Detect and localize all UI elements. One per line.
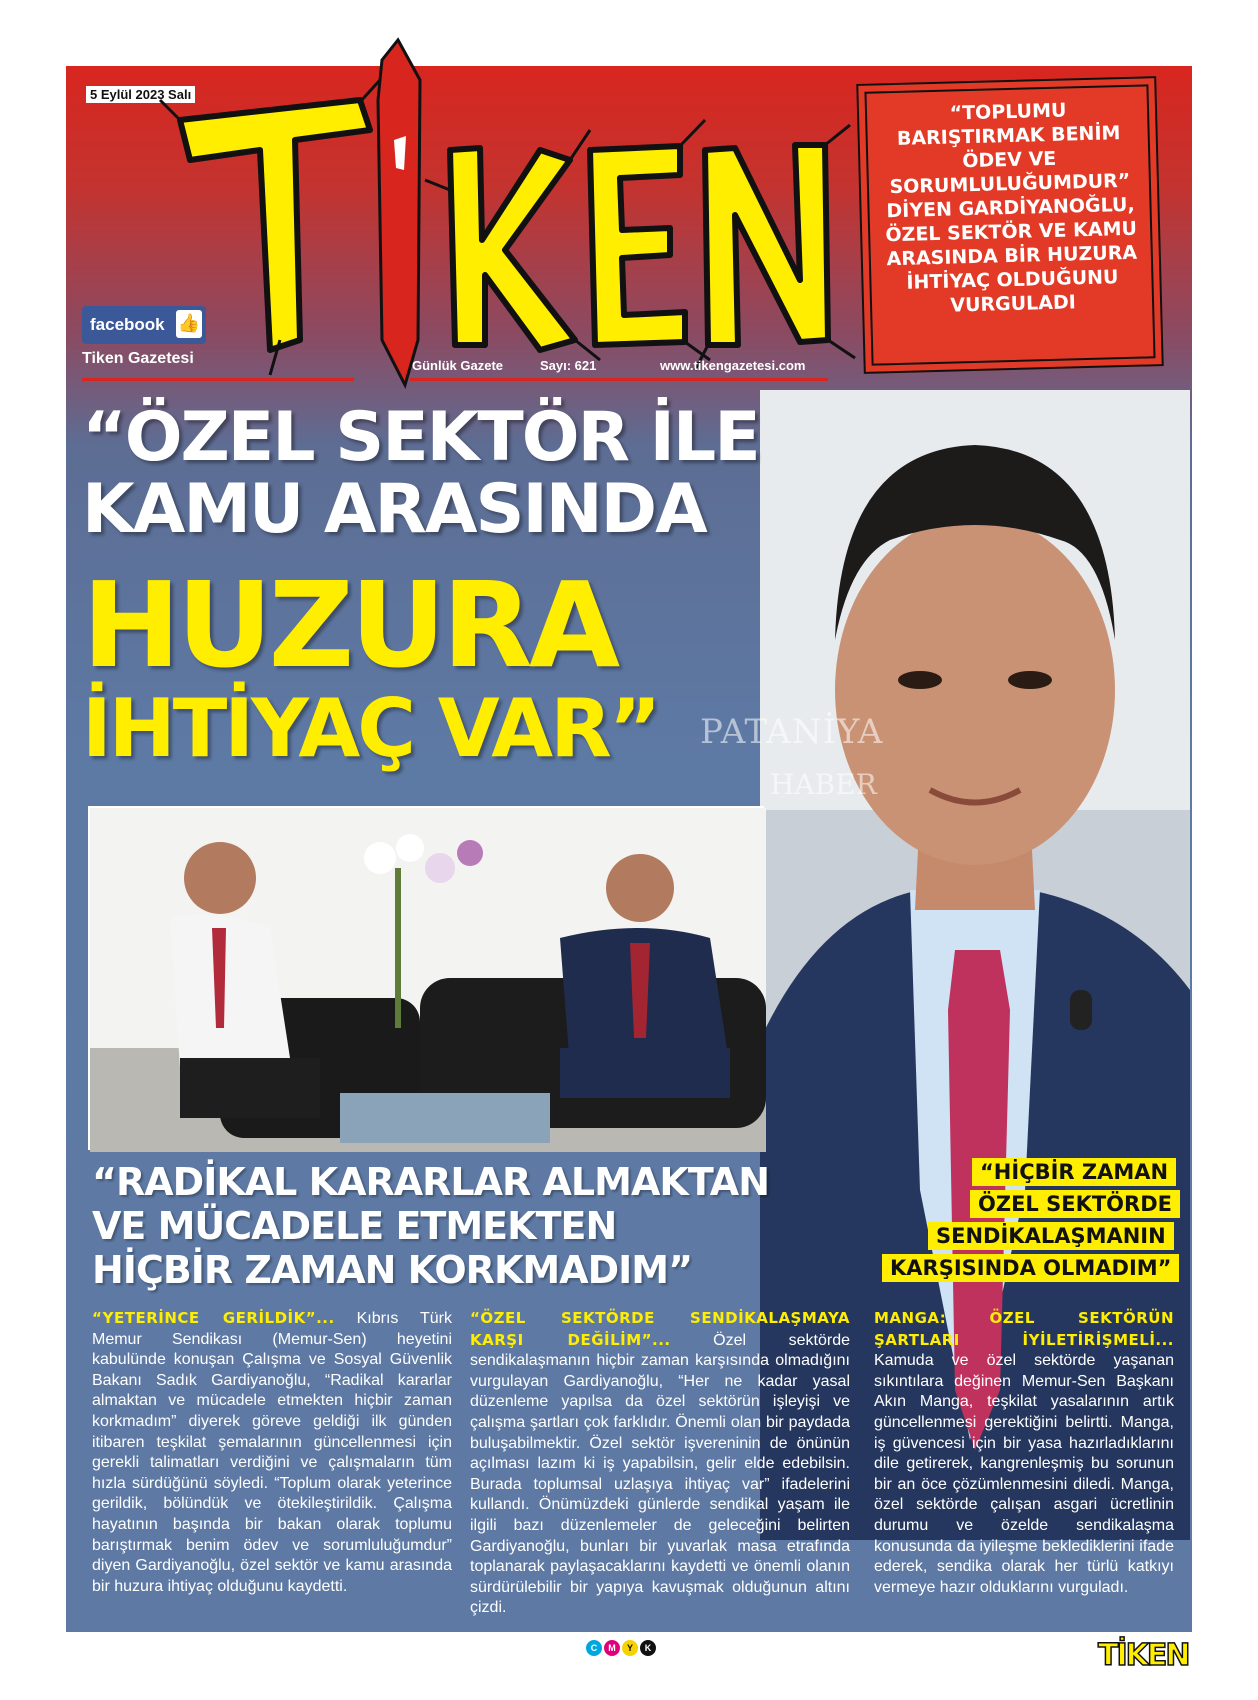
column-3-body: Kamuda ve özel sektörde yaşanan sıkıntılara değinen Memur-Sen Başkanı Akın Manga, teşkilat yasalarının artık güncellenmesi gerektiğini belirtti. Manga, iş güvencesi için bir yasa hazırladıklarını dile getirerek, kangrenleşmiş bu sorunun bir an öce çözümlenmesini diledi. Manga, özel sektörde çalışan asgari ücretlinin durumu ve özelde sendikalaşma konusunda da iyileşme beklediklerini ifade ederek, sendika olarak her türlü katkıyı vermeye hazır olduklarını vurguladı. — [874, 1352, 1174, 1596]
headline-line-2: KAMU ARASINDA — [82, 470, 706, 549]
article-column-1 — [92, 1308, 452, 1597]
side-quote-line-2: ÖZEL SEKTÖRDE — [970, 1190, 1180, 1218]
cmyk-k: K — [640, 1640, 656, 1656]
side-quote-line-3: SENDİKALAŞMANIN — [928, 1222, 1174, 1250]
column-1-body: Kıbrıs Türk Memur Sendikası (Memur-Sen) heyetini kabulünde konuşan Çalışma ve Sosyal Güvenlik Bakanı Sadık Gardiyanoğlu, “Radikal kararlar almaktan ve mücadele etmekten hiçbir zaman korkmadım” diyerek göreve geldiği ilk günden itibaren teşkilat şemalarının güncellenmesi için gerekli talimatları verdiğini ve çalışmaların tüm hızla sürdüğünü söyledi. “Toplum olarak yeterince gerildik, bölündük ve ötekileştirildik. Çalışma hayatının başında bir bakan olarak toplumu barıştırmak benim ödev ve sorumluluğumdur” diyen Gardiyanoğlu, özel sektör ve kamu arasında bir huzura ihtiyaç olduğunu kaydetti. — [92, 1310, 452, 1595]
cmyk-y: Y — [622, 1640, 638, 1656]
issue-date: 5 Eylül 2023 Salı — [86, 86, 195, 103]
article-column-2 — [470, 1308, 850, 1619]
side-quote-line-4: KARŞISINDA OLMADIM” — [882, 1254, 1179, 1282]
side-quote-line-1: “HİÇBİR ZAMAN — [972, 1158, 1176, 1186]
logo-text: TİKEN — [120, 25, 168, 44]
headline-line-1: “ÖZEL SEKTÖR İLE — [82, 398, 759, 477]
thumbs-up-icon: 👍 — [176, 310, 202, 338]
column-1-lead: “YETERİNCE GERİLDİK”... — [92, 1309, 335, 1327]
watermark-line-1: PATANİYA — [700, 712, 884, 752]
cmyk-marks — [586, 1640, 656, 1656]
subheadline-line-3: HİÇBİR ZAMAN KORKMADIM” — [92, 1248, 693, 1292]
paper-type: Günlük Gazete — [412, 358, 504, 373]
masthead-rule-left — [82, 378, 354, 381]
column-2-body: Özel sektörde sendikalaşmanın hiçbir zaman karşısında olmadığını vurgulayan Gardiyanoğlu, “Her ne kadar yasal düzenleme yapılsa da özel sektörün işleyişi ve çalışma şartları çok farklıdır. Önemli olan bir paydada buluşabilmektir. Özel sektör işvereninin de önünün açılması lazım ki iş yapabilsin, gelir elde edebilsin. Burada toplumsal uzlaşıya ihtiyaç var” ifadelerini kullandı. Önümüzdeki günlerde sendikal yaşam ile ilgili bazı düzenlemeler de geleceğini belirten Gardiyanoğlu, bunları bir yuvarlak masa etrafında toplanarak paylaşacaklarını kaydetti ve önemli olanın sürdürülebilir bir yapıya kavuşmak olduğunun altını çizdi. — [470, 1331, 851, 1617]
top-quote-box — [856, 76, 1163, 374]
masthead-rule-right — [410, 378, 828, 381]
article-column-3 — [874, 1308, 1174, 1598]
masthead-logo — [120, 25, 880, 390]
column-2-lead: “ÖZEL SEKTÖRDE SENDİKALAŞMAYA KARŞI DEĞİLİM”... — [470, 1309, 850, 1349]
cmyk-c: C — [586, 1640, 602, 1656]
watermark-line-2: HABER — [770, 768, 877, 801]
meeting-photo — [88, 806, 764, 1150]
logo-graphic — [120, 25, 880, 390]
top-quote-text: “TOPLUMU BARIŞTIRMAK BENİM ÖDEV VE SORUMLULUĞUMDUR” DİYEN GARDİYANOĞLU, ÖZEL SEKTÖR VE KAMU ARASINDA BİR HUZURA İHTİYAÇ OLDUĞUNU VURGULADI — [885, 99, 1138, 317]
facebook-page-name: Tiken Gazetesi — [82, 350, 194, 367]
headline-line-3: HUZURA — [82, 556, 617, 694]
facebook-label: facebook — [90, 315, 165, 334]
facebook-badge[interactable] — [82, 306, 206, 344]
website[interactable]: www.tikengazetesi.com — [660, 358, 806, 373]
column-3-lead: MANGA: ÖZEL SEKTÖRÜN ŞARTLARI İYİLETİRİŞMELİ... — [874, 1309, 1174, 1349]
footer-logo: TİKEN — [1098, 1638, 1189, 1673]
subheadline-line-1: “RADİKAL KARARLAR ALMAKTAN — [92, 1160, 769, 1204]
subheadline-line-2: VE MÜCADELE ETMEKTEN — [92, 1204, 617, 1248]
issue-number: Sayı: 621 — [540, 358, 597, 373]
cmyk-m: M — [604, 1640, 620, 1656]
headline-line-4: İHTİYAÇ VAR” — [82, 682, 659, 775]
